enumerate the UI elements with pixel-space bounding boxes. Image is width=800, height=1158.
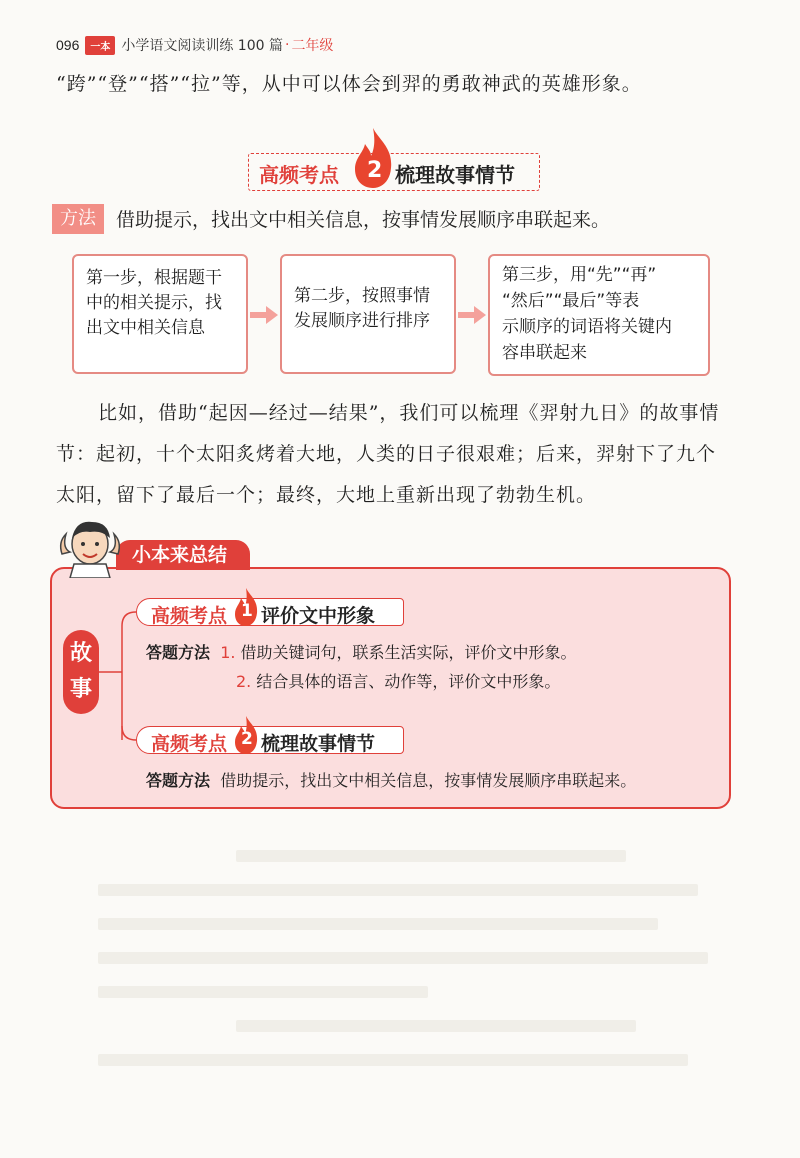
show-through-text — [98, 1054, 688, 1066]
step-2-line: 第二步，按照事情 — [294, 286, 430, 306]
example-line-3: 太阳，留下了最后一个；最终，大地上重新出现了勃勃生机。 — [56, 484, 597, 506]
show-through-text — [236, 1020, 636, 1032]
item-number: 2. — [236, 672, 252, 691]
step-3-line: 示顺序的词语将关键内 — [502, 317, 672, 337]
summary-tab: 小本来总结 — [116, 540, 250, 570]
step-3-line: “然后”“最后”等表 — [502, 291, 640, 311]
answer-method-1 — [146, 640, 577, 663]
answer-label: 答题方法 — [146, 771, 211, 790]
show-through-text — [98, 918, 658, 930]
show-through-text — [98, 986, 428, 998]
show-through-text — [98, 884, 698, 896]
point-label: 高频考点 — [151, 733, 228, 755]
point-number: 1 — [241, 601, 253, 621]
arrow-right-icon — [458, 306, 486, 324]
point-label: 高频考点 — [151, 605, 228, 627]
section-title — [248, 153, 540, 191]
category-char: 事 — [69, 677, 92, 702]
section-label: 高频考点 — [259, 163, 339, 187]
answer-method-1-item-2 — [236, 669, 560, 692]
page-number: 096 — [56, 37, 80, 53]
step-1-line: 中的相关提示，找 — [86, 293, 222, 313]
series-title: 小学语文阅读训练 100 篇 — [121, 38, 283, 54]
separator: · — [284, 37, 290, 53]
step-box-1 — [72, 254, 248, 374]
step-3-line: 容串联起来 — [502, 343, 587, 363]
answer-label: 答题方法 — [146, 643, 211, 662]
answer-text: 借助提示，找出文中相关信息，按事情发展顺序串联起来。 — [220, 771, 637, 790]
item-number: 1. — [220, 643, 236, 662]
step-box-3 — [488, 254, 710, 376]
item-text: 借助关键词句，联系生活实际，评价文中形象。 — [240, 643, 577, 662]
arrow-right-icon — [250, 306, 278, 324]
section-number: 2 — [367, 158, 383, 183]
show-through-text — [98, 952, 708, 964]
example-line-2: 节：起初，十个太阳炙烤着大地，人类的日子很艰难；后来，羿射下了九个 — [56, 443, 717, 465]
intro-line: “跨”“登”“搭”“拉”等，从中可以体会到羿的勇敢神武的英雄形象。 — [56, 73, 642, 95]
summary-point-1-title — [136, 598, 404, 626]
step-1-line: 第一步，根据题干 — [86, 268, 222, 288]
point-number: 2 — [241, 729, 253, 749]
step-box-2 — [280, 254, 456, 374]
answer-method-2 — [146, 768, 636, 791]
page-header — [56, 34, 333, 56]
mascot-boy-icon — [52, 514, 128, 578]
method-text: 借助提示，找出文中相关信息，按事情发展顺序串联起来。 — [116, 209, 611, 231]
summary-point-2-title — [136, 726, 404, 754]
point-title: 梳理故事情节 — [261, 733, 376, 755]
item-text: 结合具体的语言、动作等，评价文中形象。 — [256, 672, 561, 691]
brand-logo: 一本 — [85, 36, 115, 55]
point-title: 评价文中形象 — [261, 605, 376, 627]
step-1-line: 出文中相关信息 — [86, 318, 205, 338]
section-heading: 梳理故事情节 — [395, 163, 515, 187]
example-line-1: 比如，借助“起因—经过—结果”，我们可以梳理《羿射九日》的故事情 — [98, 402, 720, 424]
category-char: 故 — [69, 641, 92, 666]
step-2-line: 发展顺序进行排序 — [294, 311, 430, 331]
step-3-line: 第三步，用“先”“再” — [502, 265, 657, 285]
grade-label: 二年级 — [291, 38, 334, 54]
category-story-pill — [63, 630, 99, 714]
method-tag: 方法 — [52, 204, 104, 234]
show-through-text — [236, 850, 626, 862]
